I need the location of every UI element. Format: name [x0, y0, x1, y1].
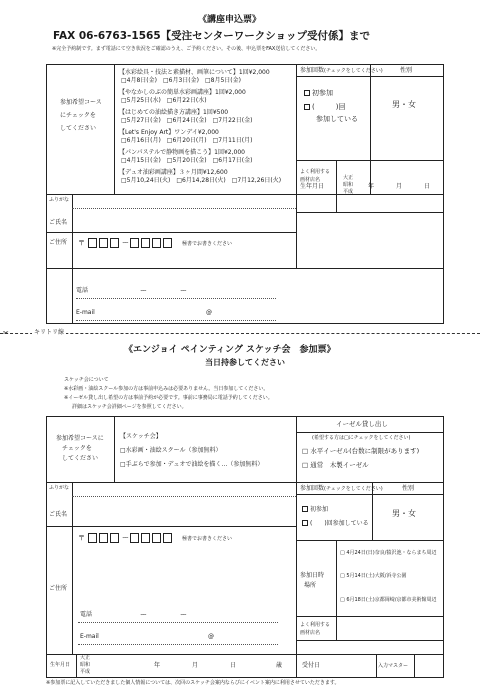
age-unit: 歳: [276, 662, 283, 669]
date-place-label: 場所: [304, 582, 317, 589]
email-at: @: [208, 633, 214, 640]
address-label: ご住所: [49, 585, 68, 592]
first-participation-label: 初参加: [312, 89, 333, 97]
furigana-line: [72, 208, 296, 209]
email-at: @: [206, 309, 212, 316]
top-title: 《講座申込票》: [198, 15, 262, 25]
birth-era[interactable]: 大正: [343, 175, 354, 181]
course-label: にチェックを: [60, 112, 96, 119]
shop-label: 画材店名: [300, 177, 321, 183]
top-divider: [336, 160, 337, 212]
sketch-option[interactable]: □水彩画・油絵スクール（参加無料）: [120, 447, 222, 454]
birth-unit: 年: [368, 183, 375, 190]
birth-unit: 日: [424, 183, 431, 190]
course-name: 【パンパステルで静物画を描こう】1回¥2,000: [119, 149, 245, 156]
address-hint: 極書でお書きください: [182, 241, 233, 247]
course-name: 【Let's Enjoy Art】ワンデイ¥2,000: [119, 129, 219, 136]
date-option[interactable]: □ 5月14日(土)大阪/浜寺公園: [340, 573, 407, 579]
course-dates[interactable]: □4月8日(金) □6月3日(金) □8月5日(金): [121, 77, 241, 84]
cut-label: キリトリ線: [34, 329, 65, 336]
birth-unit: 日: [230, 662, 237, 669]
easel-note: (希望する方は□にチェックをしてください): [312, 435, 411, 441]
bottom-divider: [76, 654, 77, 678]
phone-label: 電話: [80, 611, 93, 618]
furigana-line: [72, 496, 296, 497]
sketch-option[interactable]: □手ぶらで参加・デュオで油絵を描く…（参加無料）: [120, 461, 264, 468]
sketch-header: 【スケッチ会】: [120, 433, 162, 440]
bottom-divider: [72, 482, 73, 654]
email-line: [76, 320, 276, 321]
easel-option[interactable]: □ 通常 木製イーゼル: [302, 461, 369, 469]
course-name: 【水彩絵具・技法と素描材、画筆について】1回¥2,000: [119, 69, 270, 76]
bottom-divider: [46, 654, 444, 655]
bottom-divider: [114, 416, 115, 482]
course-label: チェックを: [62, 445, 92, 452]
shop-label: よく利用する: [300, 169, 331, 175]
name-input[interactable]: [74, 498, 294, 524]
postal-dash: ー: [122, 534, 129, 542]
bottom-divider: [46, 526, 296, 527]
date-option[interactable]: □ 6月18日(土)京都岡崎/京都市美術館周辺: [340, 597, 437, 603]
shop-label: 画材店名: [300, 630, 321, 636]
address-label: ご住所: [49, 239, 68, 246]
phone-dash: ー: [180, 611, 187, 619]
phone-dash: ー: [140, 611, 147, 619]
top-divider: [72, 194, 73, 324]
furigana-input[interactable]: [74, 196, 294, 208]
course-label: してください: [60, 125, 97, 132]
phone-input[interactable]: [96, 284, 276, 298]
phone-label: 電話: [76, 287, 89, 294]
bottom-subtitle: 当日持参してください: [205, 358, 285, 367]
name-label: ご氏名: [49, 219, 68, 226]
bottom-divider: [376, 654, 377, 678]
postal-dash: ー: [122, 239, 129, 247]
furigana-label: ふりがな: [49, 197, 70, 203]
top-note: ※完全予約制です。まず電話にて空き状況をご確認のうえ、ご予約ください。その後、申込票をFAX送信してください。: [52, 46, 321, 52]
birth-unit: 年: [154, 662, 161, 669]
address-hint: 極書でお書きください: [182, 536, 233, 542]
gender-header: 性別: [402, 485, 415, 492]
postal-mark: 〒: [78, 239, 85, 247]
first-participation-checkbox[interactable]: [302, 506, 328, 513]
footer-note: ※参加票に記入していただきました個人情報については、次回のスケッチ会案内ならびにイベント案内に利用させていただきます。: [46, 680, 340, 686]
bottom-title: 《エンジョイ ペインティング スケッチ会 参加票》: [124, 345, 336, 355]
easel-option[interactable]: □ 水平イーゼル(台数に制限があります): [302, 447, 420, 455]
course-name: 【デュオ油彩画講座】３ヶ月間¥12,600: [119, 169, 228, 176]
email-input[interactable]: [100, 306, 276, 320]
bottom-divider: [296, 432, 444, 433]
gender-header: 性別: [400, 67, 413, 74]
first-participation-label: 初参加: [310, 506, 329, 513]
email-line: [78, 644, 278, 645]
phone-dash: ー: [180, 287, 187, 295]
shop-name-field[interactable]: [338, 618, 442, 638]
bottom-divider: [296, 482, 297, 678]
participation-note: (チェックをしてください): [324, 486, 383, 492]
top-divider: [296, 160, 444, 161]
course-label: してください: [62, 455, 99, 462]
times-participation-label: ( )回参加している: [310, 520, 369, 527]
bottom-divider: [336, 540, 337, 640]
checkbox-icon: [304, 104, 310, 110]
furigana-input[interactable]: [74, 484, 294, 496]
phone-line: [78, 622, 278, 623]
first-participation-checkbox[interactable]: [304, 90, 333, 97]
easel-header: イーゼル貸し出し: [336, 420, 388, 428]
course-name: 【やなかしのぶの簡単水彩画講座】1回¥2,000: [119, 89, 246, 96]
course-dates[interactable]: □4月15日(金) □5月20日(金) □6月17日(金): [121, 157, 253, 164]
top-divider: [46, 232, 296, 233]
postal-code-input[interactable]: [130, 238, 172, 248]
intro-text: スケッチ会について: [64, 377, 109, 383]
course-label: 参加希望コースに: [56, 435, 104, 442]
birth-era[interactable]: 昭和: [343, 182, 354, 188]
furigana-label: ふりがな: [49, 485, 70, 491]
attending-label: 参加している: [316, 115, 358, 123]
checkbox-icon: [302, 506, 308, 512]
birth-era[interactable]: 平成: [80, 669, 91, 675]
birth-era[interactable]: 平成: [343, 189, 354, 195]
course-dates[interactable]: □6月16日(月) □6月20日(月) □7月11日(月): [121, 137, 253, 144]
birth-era[interactable]: 昭和: [80, 662, 91, 668]
bottom-divider: [296, 616, 444, 617]
participation-header: 参加回数: [300, 67, 325, 74]
fax-line: FAX 06-6763-1565【受注センターワークショップ受付係】まで: [53, 30, 370, 42]
bottom-divider: [296, 416, 297, 482]
reception-label: 受付日: [302, 662, 321, 669]
times-participation-label: ( )回: [312, 103, 346, 111]
bottom-divider: [296, 540, 444, 541]
birth-unit: 月: [192, 662, 199, 669]
top-divider: [296, 64, 297, 212]
master-label: 入力マスター: [378, 663, 409, 669]
checkbox-icon: [302, 520, 308, 526]
course-name: 【はじめての油絵描き方講座】1回¥500: [119, 109, 229, 116]
top-divider: [296, 212, 444, 213]
course-dates[interactable]: □5月25日(水) □6月22日(水): [121, 97, 207, 104]
bottom-divider: [296, 494, 444, 495]
checkbox-icon: [304, 90, 310, 96]
scissors-icon: ✂: [3, 329, 9, 337]
postal-code-input[interactable]: [130, 533, 172, 543]
address-input[interactable]: [74, 548, 294, 588]
birth-era[interactable]: 大正: [80, 655, 91, 661]
course-dates[interactable]: □5月27日(金) □6月24日(金) □7月22日(金): [121, 117, 253, 124]
bottom-divider: [46, 482, 444, 483]
phone-dash: ー: [140, 287, 147, 295]
postal-mark: 〒: [78, 534, 85, 542]
postal-code-input[interactable]: [88, 238, 119, 248]
phone-line: [76, 298, 276, 299]
email-label: E-mail: [76, 309, 95, 316]
bottom-divider: [296, 640, 444, 641]
course-dates[interactable]: □5月10,24日(火) □6月14,28日(火) □7月12,26日(火): [121, 177, 282, 184]
phone-input[interactable]: [100, 608, 278, 622]
date-option[interactable]: □ 4月24日(日)奈良/猿沢池・ならまち周辺: [340, 550, 437, 556]
email-input[interactable]: [104, 630, 278, 644]
postal-code-input[interactable]: [88, 533, 119, 543]
address-input[interactable]: [74, 250, 440, 266]
intro-text: ※水彩画・油絵スクール参加の方は事前申込みは必要ありません。当日参加してください。: [64, 386, 269, 392]
name-label: ご氏名: [49, 511, 68, 518]
shop-label: よく利用する: [300, 622, 331, 628]
birth-label: 生年月日: [50, 662, 71, 668]
course-label: 参加希望コース: [60, 99, 102, 106]
gender-select[interactable]: 男・女: [392, 509, 416, 518]
email-label: E-mail: [80, 633, 99, 640]
birth-unit: 月: [396, 183, 403, 190]
intro-text: 詳細はスケッチ会詳細ページを参照してください。: [72, 404, 187, 410]
birth-label: 生年月日: [300, 183, 325, 190]
participation-note: (チェックをしてください): [324, 68, 383, 74]
participation-header: 参加回数: [300, 485, 325, 492]
bottom-divider: [414, 654, 415, 678]
top-divider: [114, 64, 115, 194]
name-input[interactable]: [74, 210, 294, 230]
times-participation-checkbox[interactable]: [304, 104, 345, 111]
top-divider: [296, 76, 444, 77]
times-participation-checkbox[interactable]: [302, 520, 369, 527]
intro-text: ※イーゼル貸し出し希望の方は事前予約が必要です。事前に事務局に電話予約してください。: [64, 395, 273, 401]
gender-select[interactable]: 男・女: [392, 100, 416, 109]
cut-line: [0, 333, 480, 334]
top-divider: [46, 268, 444, 269]
date-place-label: 参加日時: [300, 572, 325, 579]
